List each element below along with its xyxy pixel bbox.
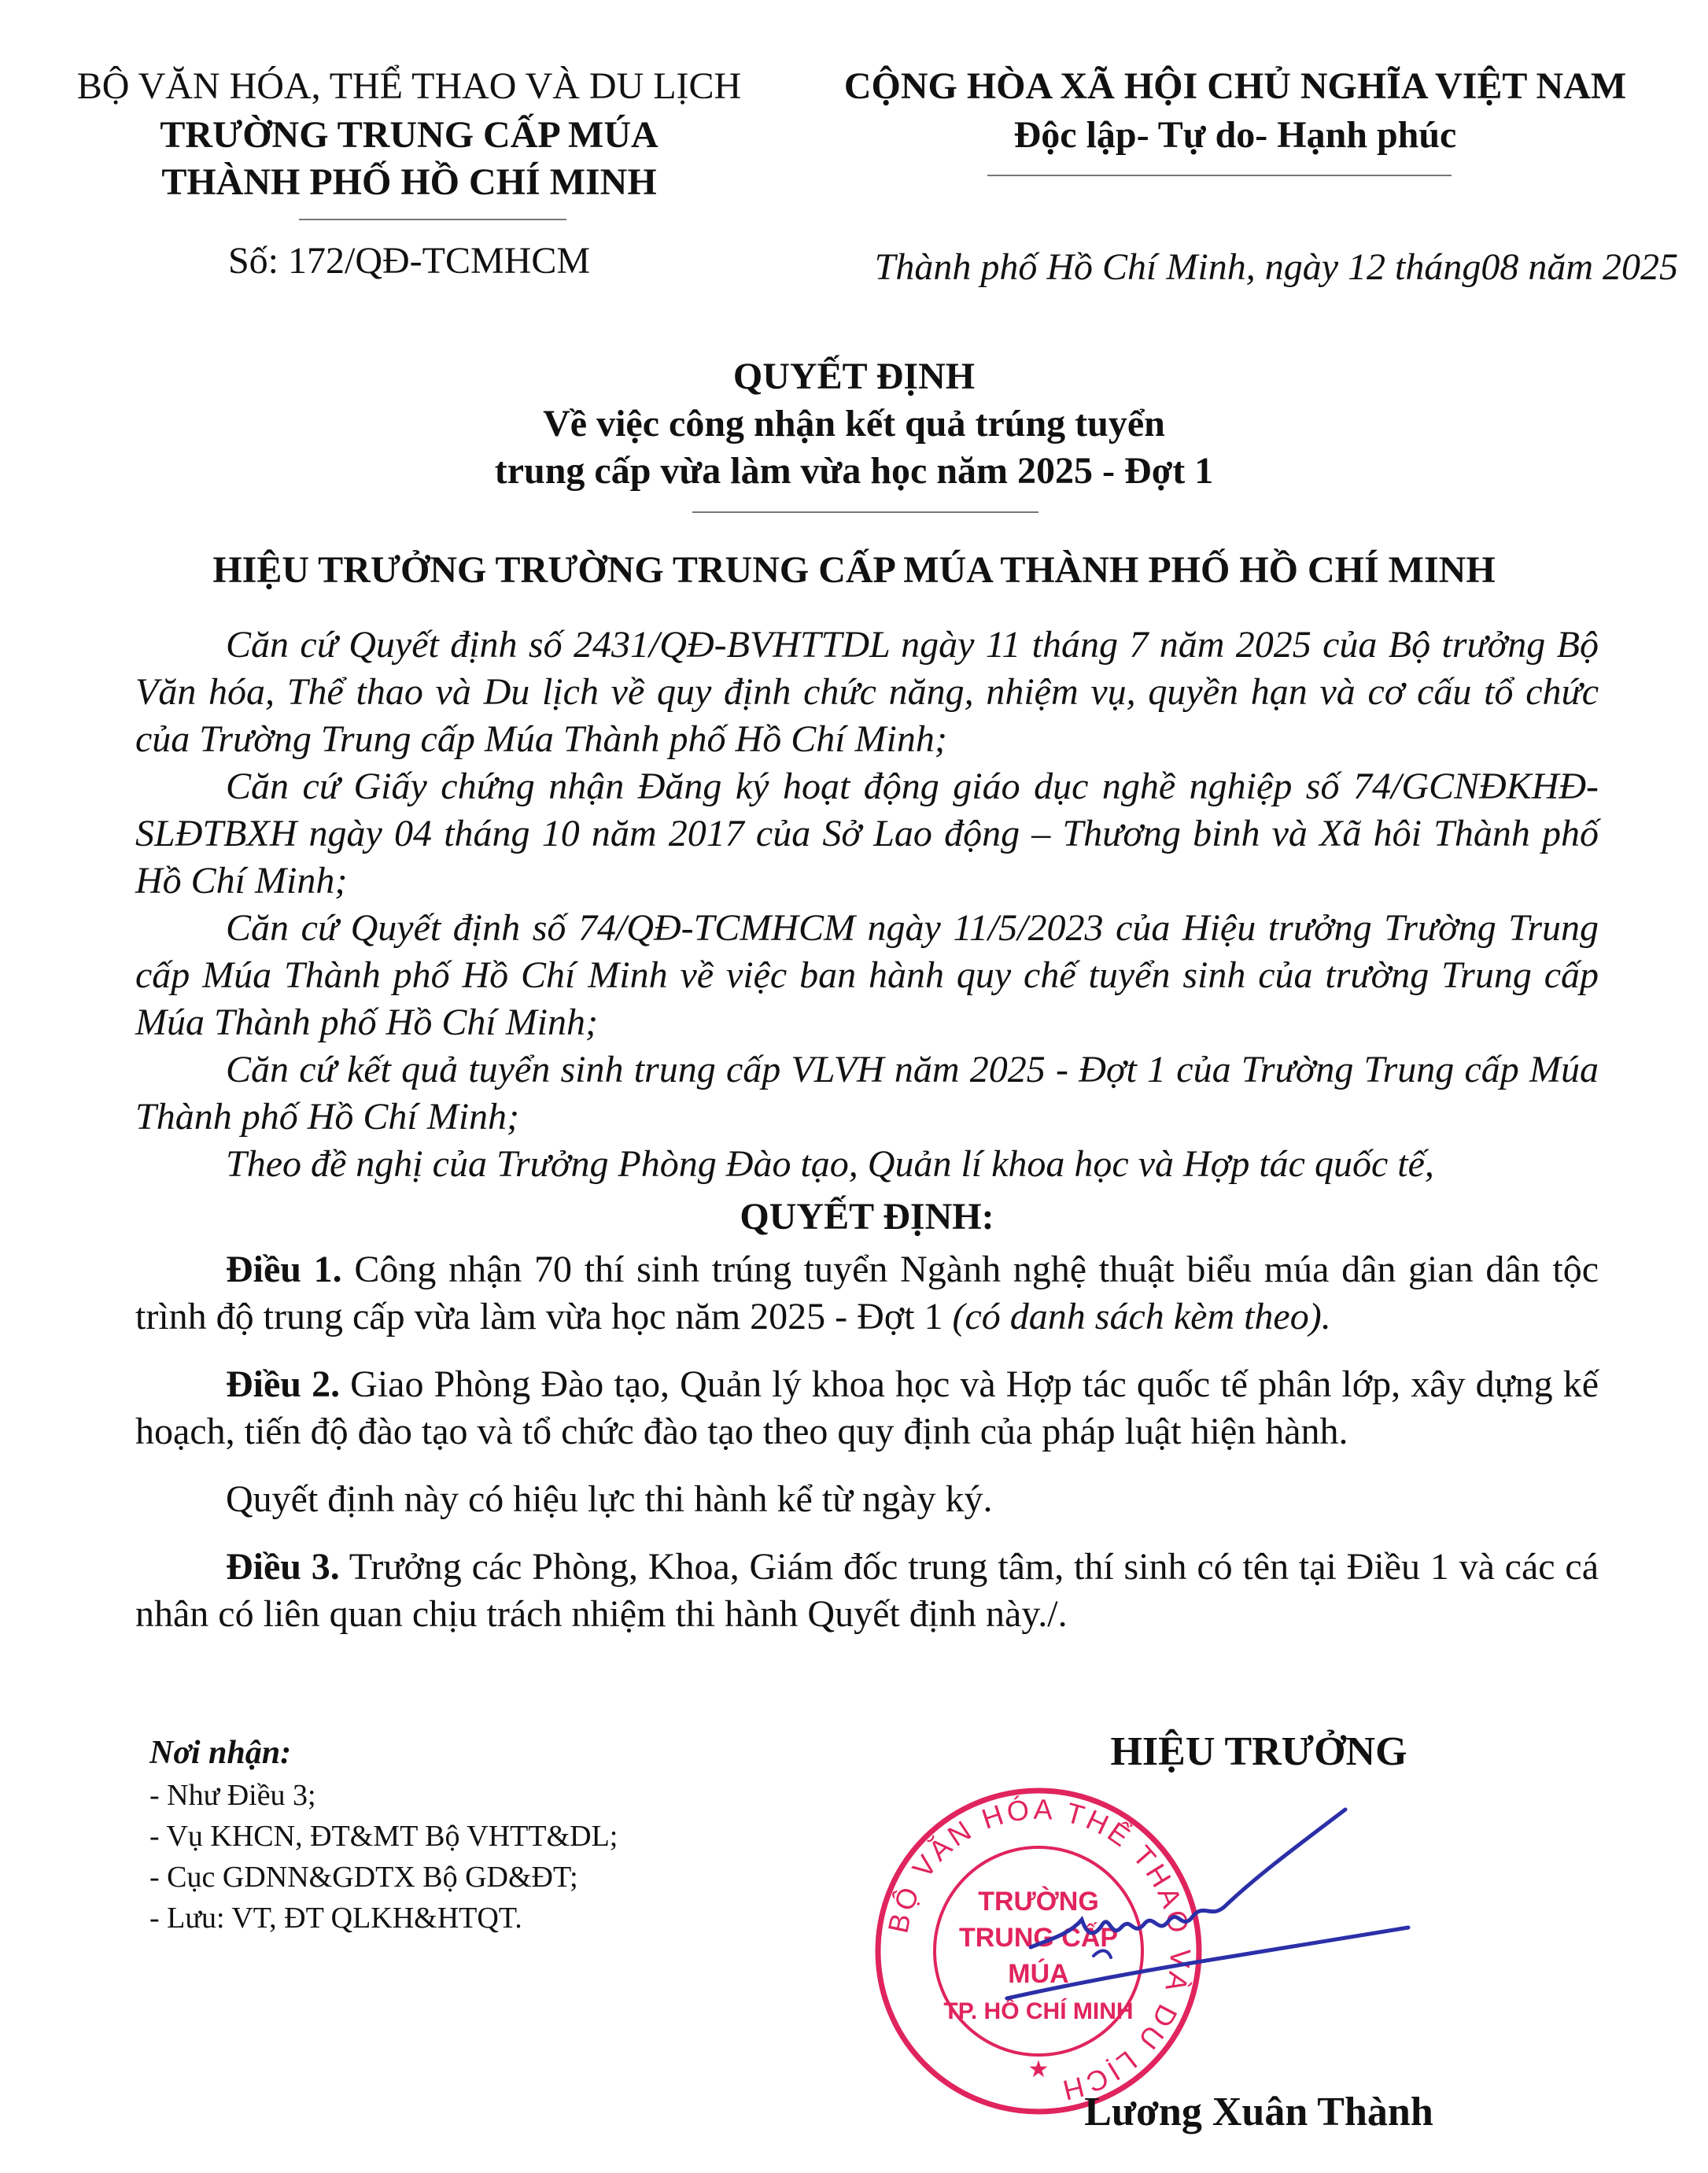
seal-inner-line-1: TRƯỜNG (978, 1887, 1099, 1917)
preamble-clause-4: Căn cứ kết quả tuyển sinh trung cấp VLVH năm 2025 - Đợt 1 của Trường Trung cấp Múa Thành phố Hồ Chí Minh; (135, 1049, 1599, 1138)
document-number: Số: 172/QĐ-TCMHCM (227, 240, 591, 282)
seal-inner-line-3: MÚA (1008, 1959, 1069, 1989)
country-name: CỘNG HÒA XÃ HỘI CHỦ NGHĨA VIỆT NAM (843, 65, 1627, 107)
preamble-clause-5: Theo đề nghị của Trưởng Phòng Đào tạo, Quản lí khoa học và Hợp tác quốc tế, (226, 1143, 1434, 1185)
recipients-heading: Nơi nhận: (149, 1735, 292, 1771)
article-2-label: Điều 2. (226, 1363, 341, 1405)
national-motto: Độc lập- Tự do- Hạnh phúc (1013, 114, 1457, 156)
article-1-note: (có danh sách kèm theo). (952, 1296, 1331, 1337)
document-body (135, 622, 1599, 1638)
recipient-item: - Như Điều 3; (149, 1779, 316, 1812)
article-3 (135, 1544, 1599, 1638)
article-3-label: Điều 3. (226, 1546, 340, 1588)
document-type-heading: QUYẾT ĐỊNH (732, 356, 976, 397)
recipients-block (149, 1731, 779, 1939)
signer-position: HIỆU TRƯỞNG (1110, 1729, 1407, 1774)
ministry-name: BỘ VĂN HÓA, THỂ THAO VÀ DU LỊCH (76, 65, 742, 107)
preamble-clause-2: Căn cứ Giấy chứng nhận Đăng ký hoạt động giáo dục nghề nghiệp số 74/GCNĐKHĐ-SLĐTBXH ngày 04 tháng 10 năm 2017 của Sở Lao động – Thương binh và Xã hôi Thành phố Hồ Chí Minh; (135, 766, 1599, 902)
issuing-authority: HIỆU TRƯỞNG TRƯỜNG TRUNG CẤP MÚA THÀNH PHỐ HỒ CHÍ MINH (212, 549, 1496, 591)
school-name-line2: THÀNH PHỐ HỒ CHÍ MINH (161, 161, 657, 203)
place-and-date: Thành phố Hồ Chí Minh, ngày 12 tháng08 năm 2025 (874, 246, 1678, 288)
effective-clause: Quyết định này có hiệu lực thi hành kể từ ngày ký. (226, 1478, 993, 1520)
preamble-clause-3: Căn cứ Quyết định số 74/QĐ-TCMHCM ngày 11/5/2023 của Hiệu trưởng Trường Trung cấp Múa Thành phố Hồ Chí Minh về việc ban hành quy chế tuyển sinh của trường Trung cấp Múa Thành phố Hồ Chí Minh; (135, 907, 1599, 1043)
seal-star: ★ (1027, 2056, 1050, 2083)
handwritten-signature (976, 1802, 1416, 2069)
signature-underline (1007, 1928, 1408, 1998)
article-1-label: Điều 1. (226, 1249, 342, 1290)
school-name-line1: TRƯỜNG TRUNG CẤP MÚA (160, 114, 658, 156)
article-2 (135, 1361, 1599, 1455)
preamble-clause-1: Căn cứ Quyết định số 2431/QĐ-BVHTTDL ngày 11 tháng 7 năm 2025 của Bộ trưởng Bộ Văn hóa, Thể thao và Du lịch về quy định chức năng, nhiệm vụ, quyền hạn và cơ cấu tổ chức của Trường Trung cấp Múa Thành phố Hồ Chí Minh; (135, 624, 1599, 760)
decision-heading: QUYẾT ĐỊNH: (740, 1196, 994, 1238)
header-left-divider (299, 219, 566, 220)
recipient-item: - Vụ KHCN, ĐT&MT Bộ VHTT&DL; (149, 1820, 618, 1853)
article-1-text: Công nhận 70 thí sinh trúng tuyển Ngành nghệ thuật biểu múa dân gian dân tộc trình độ trung cấp vừa làm vừa học năm 2025 - Đợt 1 (135, 1249, 1599, 1337)
title-divider (692, 511, 1038, 513)
seal-inner-line-4: TP. HỒ CHÍ MINH (943, 1998, 1134, 2024)
seal-outer-text: BỘ VĂN HÓA THỂ THAO VÀ DU LỊCH (881, 1792, 1197, 2108)
article-2-text: Giao Phòng Đào tạo, Quản lý khoa học và Hợp tác quốc tế phân lớp, xây dựng kế hoạch, tiến độ đào tạo và tổ chức đào tạo theo quy định của pháp luật hiện hành. (135, 1363, 1599, 1452)
signature-stroke-loop (1094, 1950, 1111, 1957)
article-1 (135, 1246, 1599, 1341)
subject-line-1: Về việc công nhận kết quả trúng tuyển (543, 403, 1165, 445)
seal-inner-line-2: TRUNG CẤP (958, 1923, 1119, 1953)
subject-line-2: trung cấp vừa làm vừa học năm 2025 - Đợt 1 (494, 450, 1214, 492)
article-3-text: Trưởng các Phòng, Khoa, Giám đốc trung tâm, thí sinh có tên tại Điều 1 và các cá nhân có liên quan chịu trách nhiệm thi hành Quyết định này./. (135, 1546, 1599, 1635)
signer-name: Lương Xuân Thành (1084, 2090, 1433, 2134)
header-right-divider (987, 175, 1452, 176)
signature-stroke-main (1031, 1810, 1345, 1947)
recipient-item: - Lưu: VT, ĐT QLKH&HTQT. (149, 1902, 522, 1935)
recipient-item: - Cục GDNN&GDTX Bộ GD&ĐT; (149, 1861, 578, 1894)
